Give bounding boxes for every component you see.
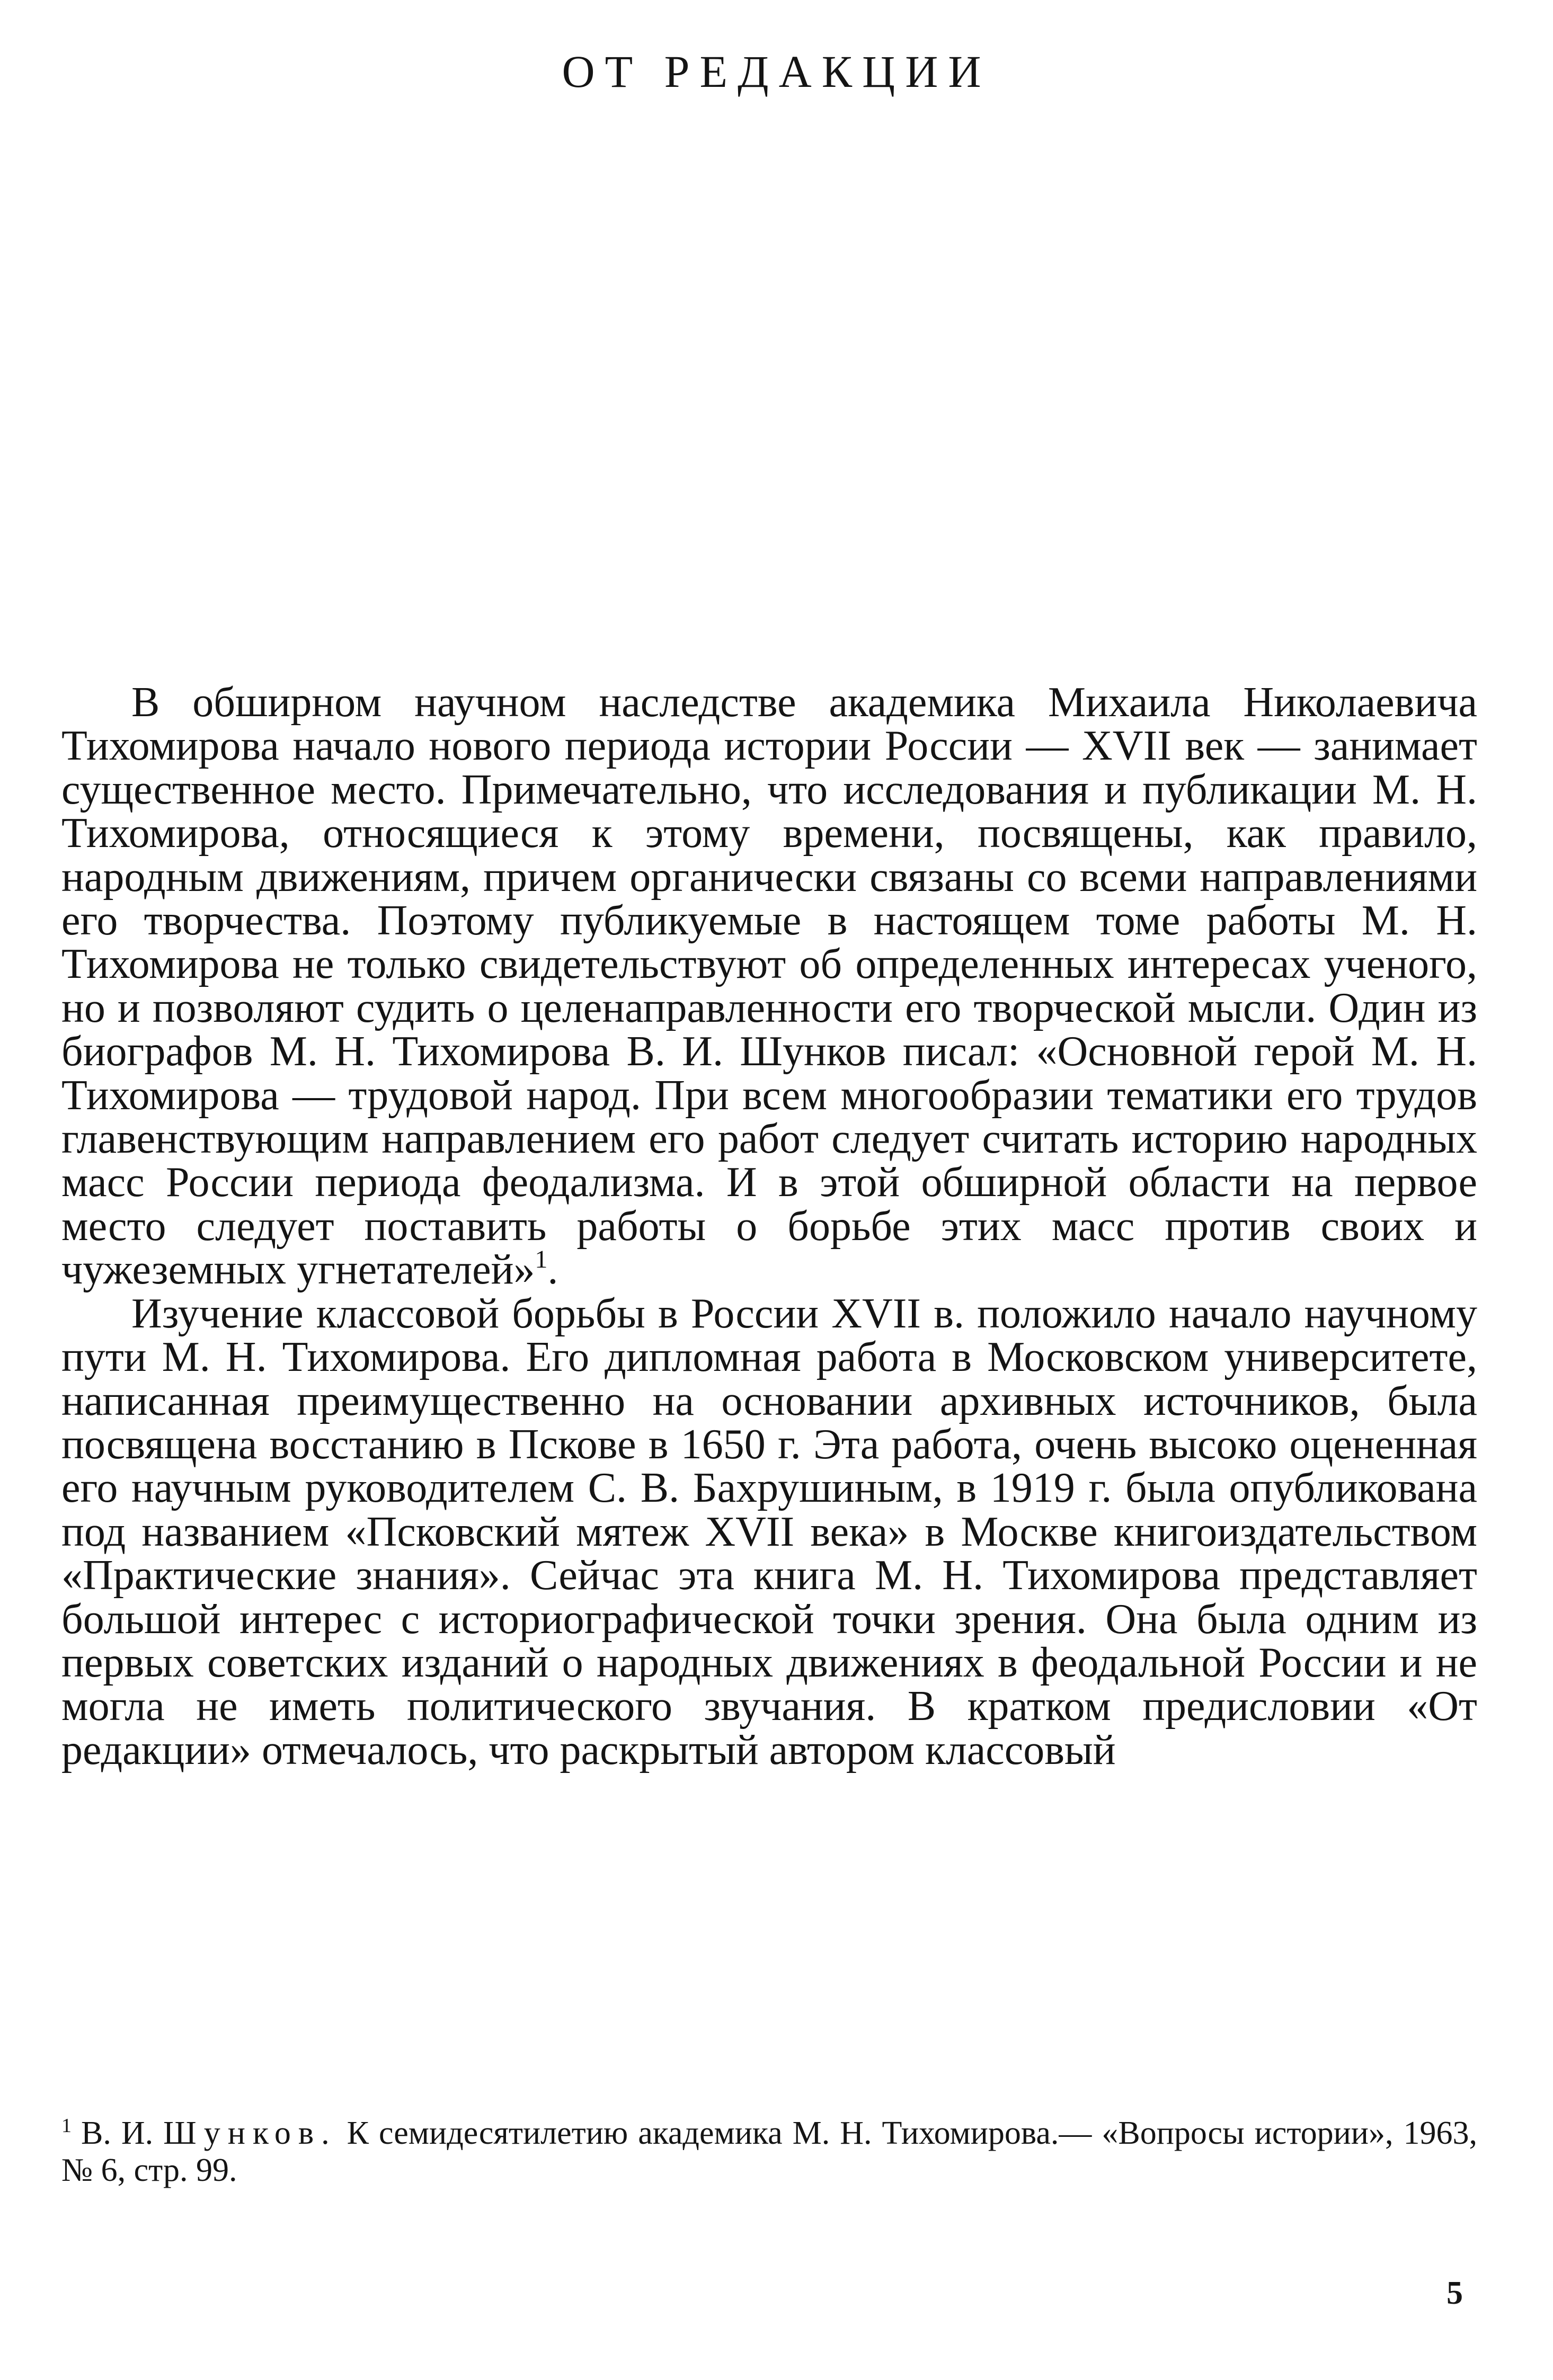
paragraph-2: Изучение классовой борьбы в России XVII в. положило начало научному пути М. Н. Тихомирова. Его дипломная работа в Московском университете, написанная преимущественно на основании архивных источников, была посвящена восстанию в Пскове в 1650 г. Эта работа, очень высоко оцененная его научным руководителем С. В. Бахрушиным, в 1919 г. была опубликована под названием «Псковский мятеж XVII века» в Москве книгоиздательством «Практические знания». Сейчас эта книга М. Н. Тихомирова представляет большой интерес с историографической точки зрения. Она была одним из первых советских изданий о народных движениях в феодальной России и не могла не иметь политического звучания. В кратком предисловии «От редакции» отмечалось, что раскрытый автором классовый	[61, 1290, 1477, 1773]
footnote	[61, 2115, 1477, 2189]
footnote-text	[61, 2115, 1477, 2189]
paragraph-1-text: В обширном научном наследстве академика Михаила Николаевича Тихомирова начало нового периода истории России — XVII век — занимает существенное место. Примечательно, что исследования и публикации М. Н. Тихомирова, относящиеся к этому времени, посвящены, как правило, народным движениям, причем органически связаны со всеми направлениями его творчества. Поэтому публикуемые в настоящем томе работы М. Н. Тихомирова не только свидетельствуют об определенных интересах ученого, но и позволяют судить о целенаправленности его творческой мысли. Один из биографов М. Н. Тихомирова В. И. Шунков писал: «Основной герой М. Н. Тихомирова — трудовой народ. При всем многообразии тематики его трудов главенствующим направлением его работ следует считать историю народных масс России периода феодализма. И в этой обширной области на первое место следует поставить работы о борьбе этих масс против своих и чужеземных угнетателей»	[61, 679, 1477, 1294]
paragraph-1	[61, 681, 1477, 1292]
page-number: 5	[1446, 2275, 1463, 2311]
paragraph-1-end: .	[547, 1246, 558, 1294]
section-title: ОТ РЕДАКЦИИ	[562, 46, 991, 97]
main-text	[61, 681, 1477, 1772]
footnote-marker: 1	[61, 2115, 72, 2137]
footnote-author-surname: Шунков.	[163, 2115, 337, 2151]
footnote-author-initials: В. И.	[81, 2115, 154, 2151]
footnote-reference: 1	[535, 1245, 548, 1274]
footnote-citation: К семидесятилетию академика М. Н. Тихомирова.— «Вопросы истории», 1963, № 6, стр. 99.	[61, 2115, 1477, 2188]
